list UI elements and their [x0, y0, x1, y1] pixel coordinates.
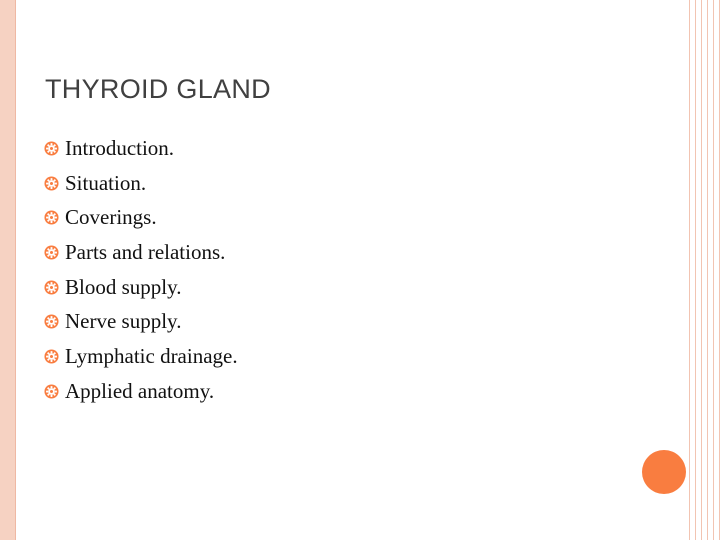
- bullet-label: Nerve supply.: [65, 309, 182, 334]
- left-border: [0, 0, 15, 540]
- bullet-item-parts-and-relations: [44, 235, 238, 270]
- bullet-item-lymphatic-drainage: [44, 339, 238, 374]
- gear-icon: [44, 176, 59, 191]
- orange-circle-icon: [642, 450, 686, 494]
- bullet-item-blood-supply: [44, 270, 238, 305]
- bullet-item-nerve-supply: [44, 304, 238, 339]
- bullet-label: Applied anatomy.: [65, 378, 215, 403]
- right-decorative-stripes: [684, 0, 720, 540]
- bullet-label: Situation.: [65, 170, 147, 195]
- bullet-label: Introduction.: [65, 135, 175, 160]
- gear-icon: [44, 314, 59, 329]
- slide-title: THYROID GLAND: [45, 74, 271, 104]
- gear-icon: [44, 280, 59, 295]
- bullet-item-applied-anatomy: [44, 374, 238, 409]
- gear-icon: [44, 141, 59, 156]
- bullet-item-coverings: [44, 200, 238, 235]
- bullet-label: Blood supply.: [65, 274, 182, 299]
- bullet-label: Lymphatic drainage.: [65, 343, 238, 368]
- bullet-label: Coverings.: [65, 205, 157, 230]
- bullet-list: [44, 131, 238, 409]
- bullet-label: Parts and relations.: [65, 239, 226, 264]
- gear-icon: [44, 245, 59, 260]
- gear-icon: [44, 349, 59, 364]
- left-border-line: [15, 0, 16, 540]
- gear-icon: [44, 210, 59, 225]
- bullet-item-situation: [44, 166, 238, 201]
- bullet-item-introduction: [44, 131, 238, 166]
- gear-icon: [44, 384, 59, 399]
